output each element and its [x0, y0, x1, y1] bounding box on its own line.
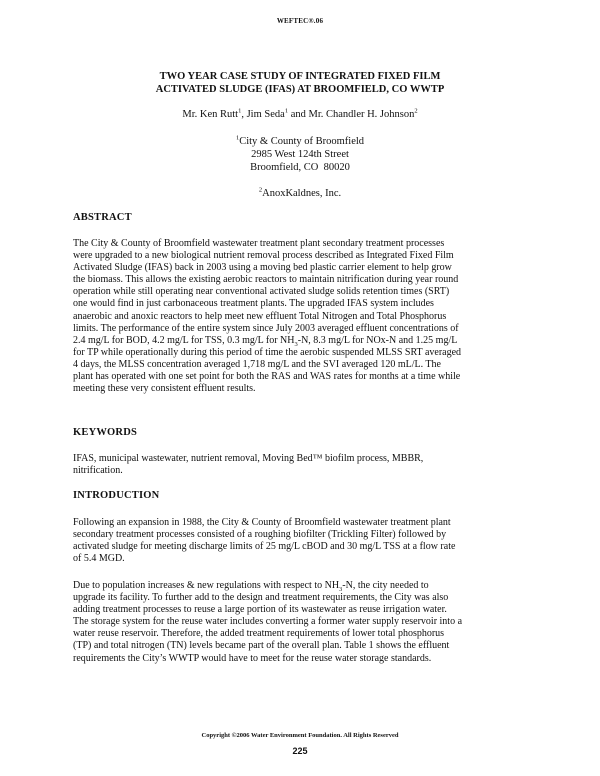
text-fragment: -N, 8.3 mg/L for NOx-N and 1.25 mg/L [297, 334, 458, 346]
affiliation-2 [60, 187, 540, 200]
author-affil-mark: 2 [414, 107, 418, 115]
title-line-2: ACTIVATED SLUDGE (IFAS) AT BROOMFIELD, CO WWTP [155, 84, 445, 95]
affil-city: Broomfield, CO 80020 [250, 162, 350, 173]
text-line: water reuse reservoir. Therefore, the added treatment requirements of lower total phosphorus [73, 628, 445, 640]
text-line [73, 580, 538, 592]
author-name: Jim Seda [246, 109, 285, 120]
author-separator: and [288, 109, 309, 120]
author-list [60, 109, 540, 120]
page-number: 225 [292, 746, 308, 756]
text-line: (TP) and total nitrogen (TN) levels became part of the overall plan. Table 1 shows the effluent [73, 640, 450, 652]
footer-copyright: Copyright ©2006 Water Environment Foundation. All Rights Reserved [201, 732, 399, 739]
text-line: for TP while operationally during this period of time the aerobic suspended MLSS SRT averaged [73, 346, 462, 358]
text-line: adding treatment processes to reuse a large portion of its wastewater as reuse irrigation water. [73, 604, 447, 616]
author-separator: , [241, 109, 247, 120]
author-name: Mr. Ken Rutt [182, 109, 239, 120]
text-line: Activated Sludge (IFAS) back in 2003 using a moving bed plastic carrier element to help grow [73, 262, 452, 274]
affiliation-1 [60, 135, 540, 174]
text-line: limits. The performance of the entire system since July 2003 averaged effluent concentrations of [73, 322, 459, 334]
subscript: 3 [339, 586, 343, 593]
introduction-para-2 [73, 580, 538, 665]
text-line: nitrification. [73, 465, 123, 477]
affil-name: City & County of Broomfield [239, 136, 365, 147]
text-line: secondary treatment processes consisted of a roughing biofilter (Trickling Filter) followed by [73, 529, 447, 541]
running-header: WEFTEC®.06 [276, 17, 324, 25]
keywords-heading: KEYWORDS [73, 427, 138, 438]
introduction-para-1 [73, 517, 538, 565]
text-line: requirements the City’s WWTP would have to meet for the reuse water storage standards. [73, 652, 432, 664]
text-line: IFAS, municipal wastewater, nutrient removal, Moving Bed™ biofilm process, MBBR, [73, 453, 424, 464]
text-line: meeting these very consistent effluent results. [73, 383, 256, 395]
text-line: activated sludge for meeting discharge limits of 25 mg/L cBOD and 30 mg/L TSS at a flow rate [73, 541, 456, 553]
subscript: 3 [294, 340, 298, 348]
affil-street: 2985 West 124th Street [251, 149, 349, 160]
text-line: the biomass. This allows the existing aerobic reactors to maintain nitrification during year round [73, 274, 459, 286]
abstract-heading: ABSTRACT [73, 212, 132, 223]
abstract-body [73, 238, 538, 395]
affil-mark: 1 [235, 134, 240, 142]
text-line: The City & County of Broomfield wastewater treatment plant secondary treatment processes [73, 238, 445, 249]
text-line: one would find in just carbonaceous treatment plants. The upgraded IFAS system includes [73, 298, 434, 310]
text-line: plant has operated with one set point for both the RAS and WAS rates for months at a time while [73, 371, 461, 383]
text-fragment: -N, the city needed to [342, 580, 429, 591]
text-fragment: Due to population increases & new regulations with respect to NH [73, 580, 340, 591]
text-line: operation while still operating near conventional activated sludge solids retention times (SRT) [73, 286, 450, 298]
author-name: Mr. Chandler H. Johnson [308, 109, 415, 120]
text-line: were upgraded to a new biological nutrient removal process described as Integrated Fixed Film [73, 250, 454, 262]
title-line-1: TWO YEAR CASE STUDY OF INTEGRATED FIXED FILM [159, 71, 441, 82]
text-fragment: 2.4 mg/L for BOD, 4.2 mg/L for TSS, 0.3 mg/L for NH [73, 334, 295, 346]
affil-name: AnoxKaldnes, Inc. [262, 188, 342, 199]
text-line: upgrade its facility. To further add to the design and treatment requirements, the City was also [73, 592, 449, 604]
author-affil-mark: 1 [284, 107, 289, 115]
introduction-heading: INTRODUCTION [73, 490, 160, 501]
text-line: 4 days, the MLSS concentration averaged 1,718 mg/L and the SVI averaged 120 mL/L. The [73, 358, 441, 370]
keywords-body [73, 453, 538, 477]
text-line: anaerobic and anoxic reactors to help meet new effluent Total Nitrogen and Total Phosphorus [73, 310, 447, 322]
text-line: Following an expansion in 1988, the City & County of Broomfield wastewater treatment plant [73, 517, 451, 528]
author-affil-mark: 1 [238, 107, 242, 115]
text-line: of 5.4 MGD. [73, 553, 125, 565]
affil-mark: 2 [258, 186, 263, 194]
text-line: The storage system for the reuse water includes converting a former water supply reservoir into a [73, 616, 463, 628]
text-line [73, 335, 538, 347]
paper-title [60, 70, 540, 96]
